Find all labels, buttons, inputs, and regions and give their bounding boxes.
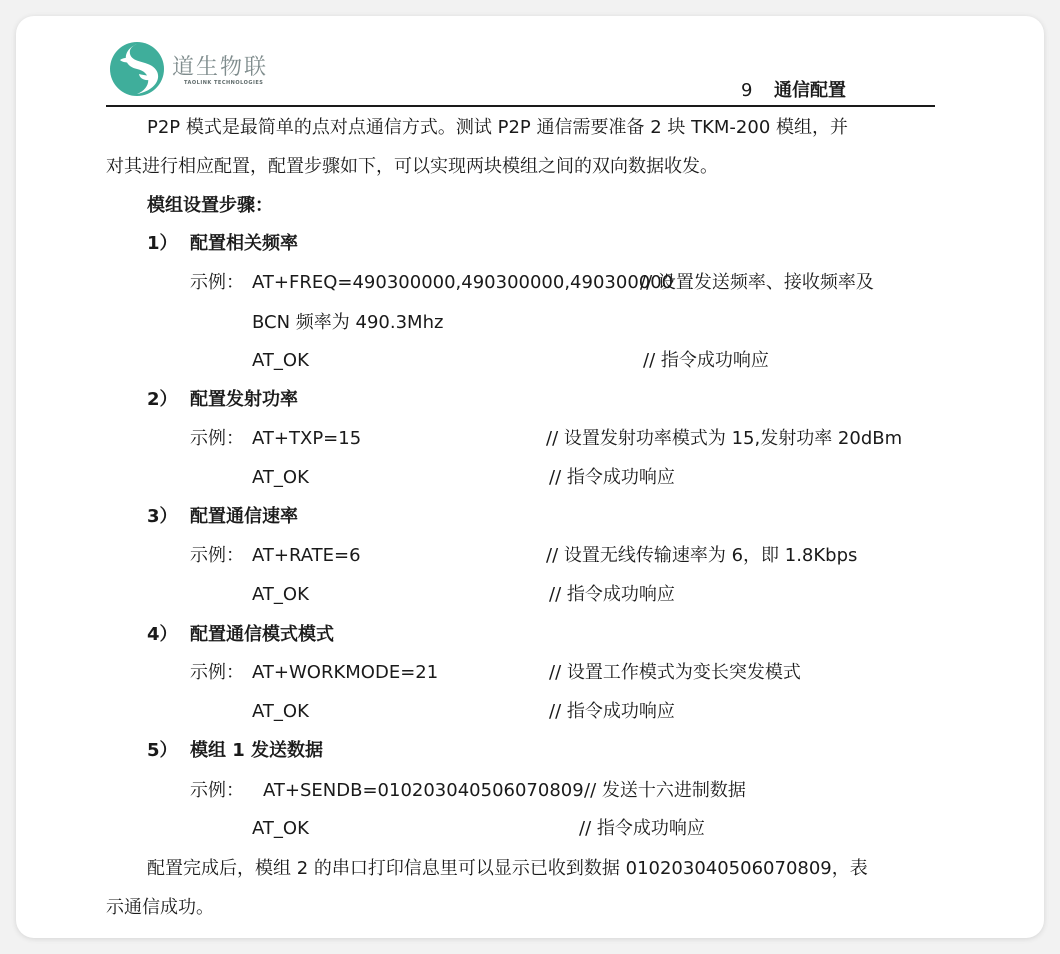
response-comment: // 指令成功响应 [549,467,675,488]
conclusion-line-2: 示通信成功。 [106,897,214,918]
step-number: 1） [147,233,178,254]
logo-text: 道生物联 [172,55,269,80]
command-comment: // 设置发送频率、接收频率及 [640,272,874,293]
step-title: 模组 1 发送数据 [190,740,324,761]
command-comment: // 发送十六进制数据 [584,780,746,801]
response-comment: // 指令成功响应 [579,818,705,839]
response-text: AT_OK [252,584,309,605]
step-number: 2） [147,389,178,410]
response-comment: // 指令成功响应 [549,701,675,722]
step-title: 配置发射功率 [190,389,298,410]
example-label: 示例： [190,780,244,801]
command-comment: // 设置工作模式为变长突发模式 [549,662,801,683]
command-comment-cont: BCN 频率为 490.3Mhz [252,312,444,333]
chapter-title: 通信配置 [774,80,846,101]
command-comment: // 设置发射功率模式为 15,发射功率 20dBm [546,428,903,449]
response-text: AT_OK [252,701,309,722]
conclusion-line-1: 配置完成后，模组 2 的串口打印信息里可以显示已收到数据 010203040506070809，表 [147,858,868,879]
command-comment: // 设置无线传输速率为 6，即 1.8Kbps [546,545,858,566]
example-label: 示例： [190,272,244,293]
header-rule [106,105,935,107]
command-text: AT+FREQ=490300000,490300000,490300000 [252,272,674,293]
step-title: 配置通信速率 [190,506,298,527]
step-title: 配置相关频率 [190,233,298,254]
step-title: 配置通信模式模式 [190,624,334,645]
chapter-number: 9 [741,80,753,101]
command-text: AT+SENDB=010203040506070809 [263,780,584,801]
taolink-logo-icon [108,40,166,98]
step-number: 5） [147,740,178,761]
command-text: AT+RATE=6 [252,545,361,566]
step-number: 4） [147,624,178,645]
response-text: AT_OK [252,467,309,488]
response-comment: // 指令成功响应 [549,584,675,605]
command-text: AT+WORKMODE=21 [252,662,439,683]
step-number: 3） [147,506,178,527]
example-label: 示例： [190,545,244,566]
example-label: 示例： [190,662,244,683]
example-label: 示例： [190,428,244,449]
intro-line-1: P2P 模式是最简单的点对点通信方式。测试 P2P 通信需要准备 2 块 TKM-200 模组，并 [147,117,849,138]
response-comment: // 指令成功响应 [643,350,769,371]
logo-subtext: TAOLINK TECHNOLOGIES [184,80,264,86]
response-text: AT_OK [252,818,309,839]
intro-line-2: 对其进行相应配置，配置步骤如下，可以实现两块模组之间的双向数据收发。 [106,156,718,177]
response-text: AT_OK [252,350,309,371]
command-text: AT+TXP=15 [252,428,362,449]
steps-title: 模组设置步骤： [147,195,273,216]
